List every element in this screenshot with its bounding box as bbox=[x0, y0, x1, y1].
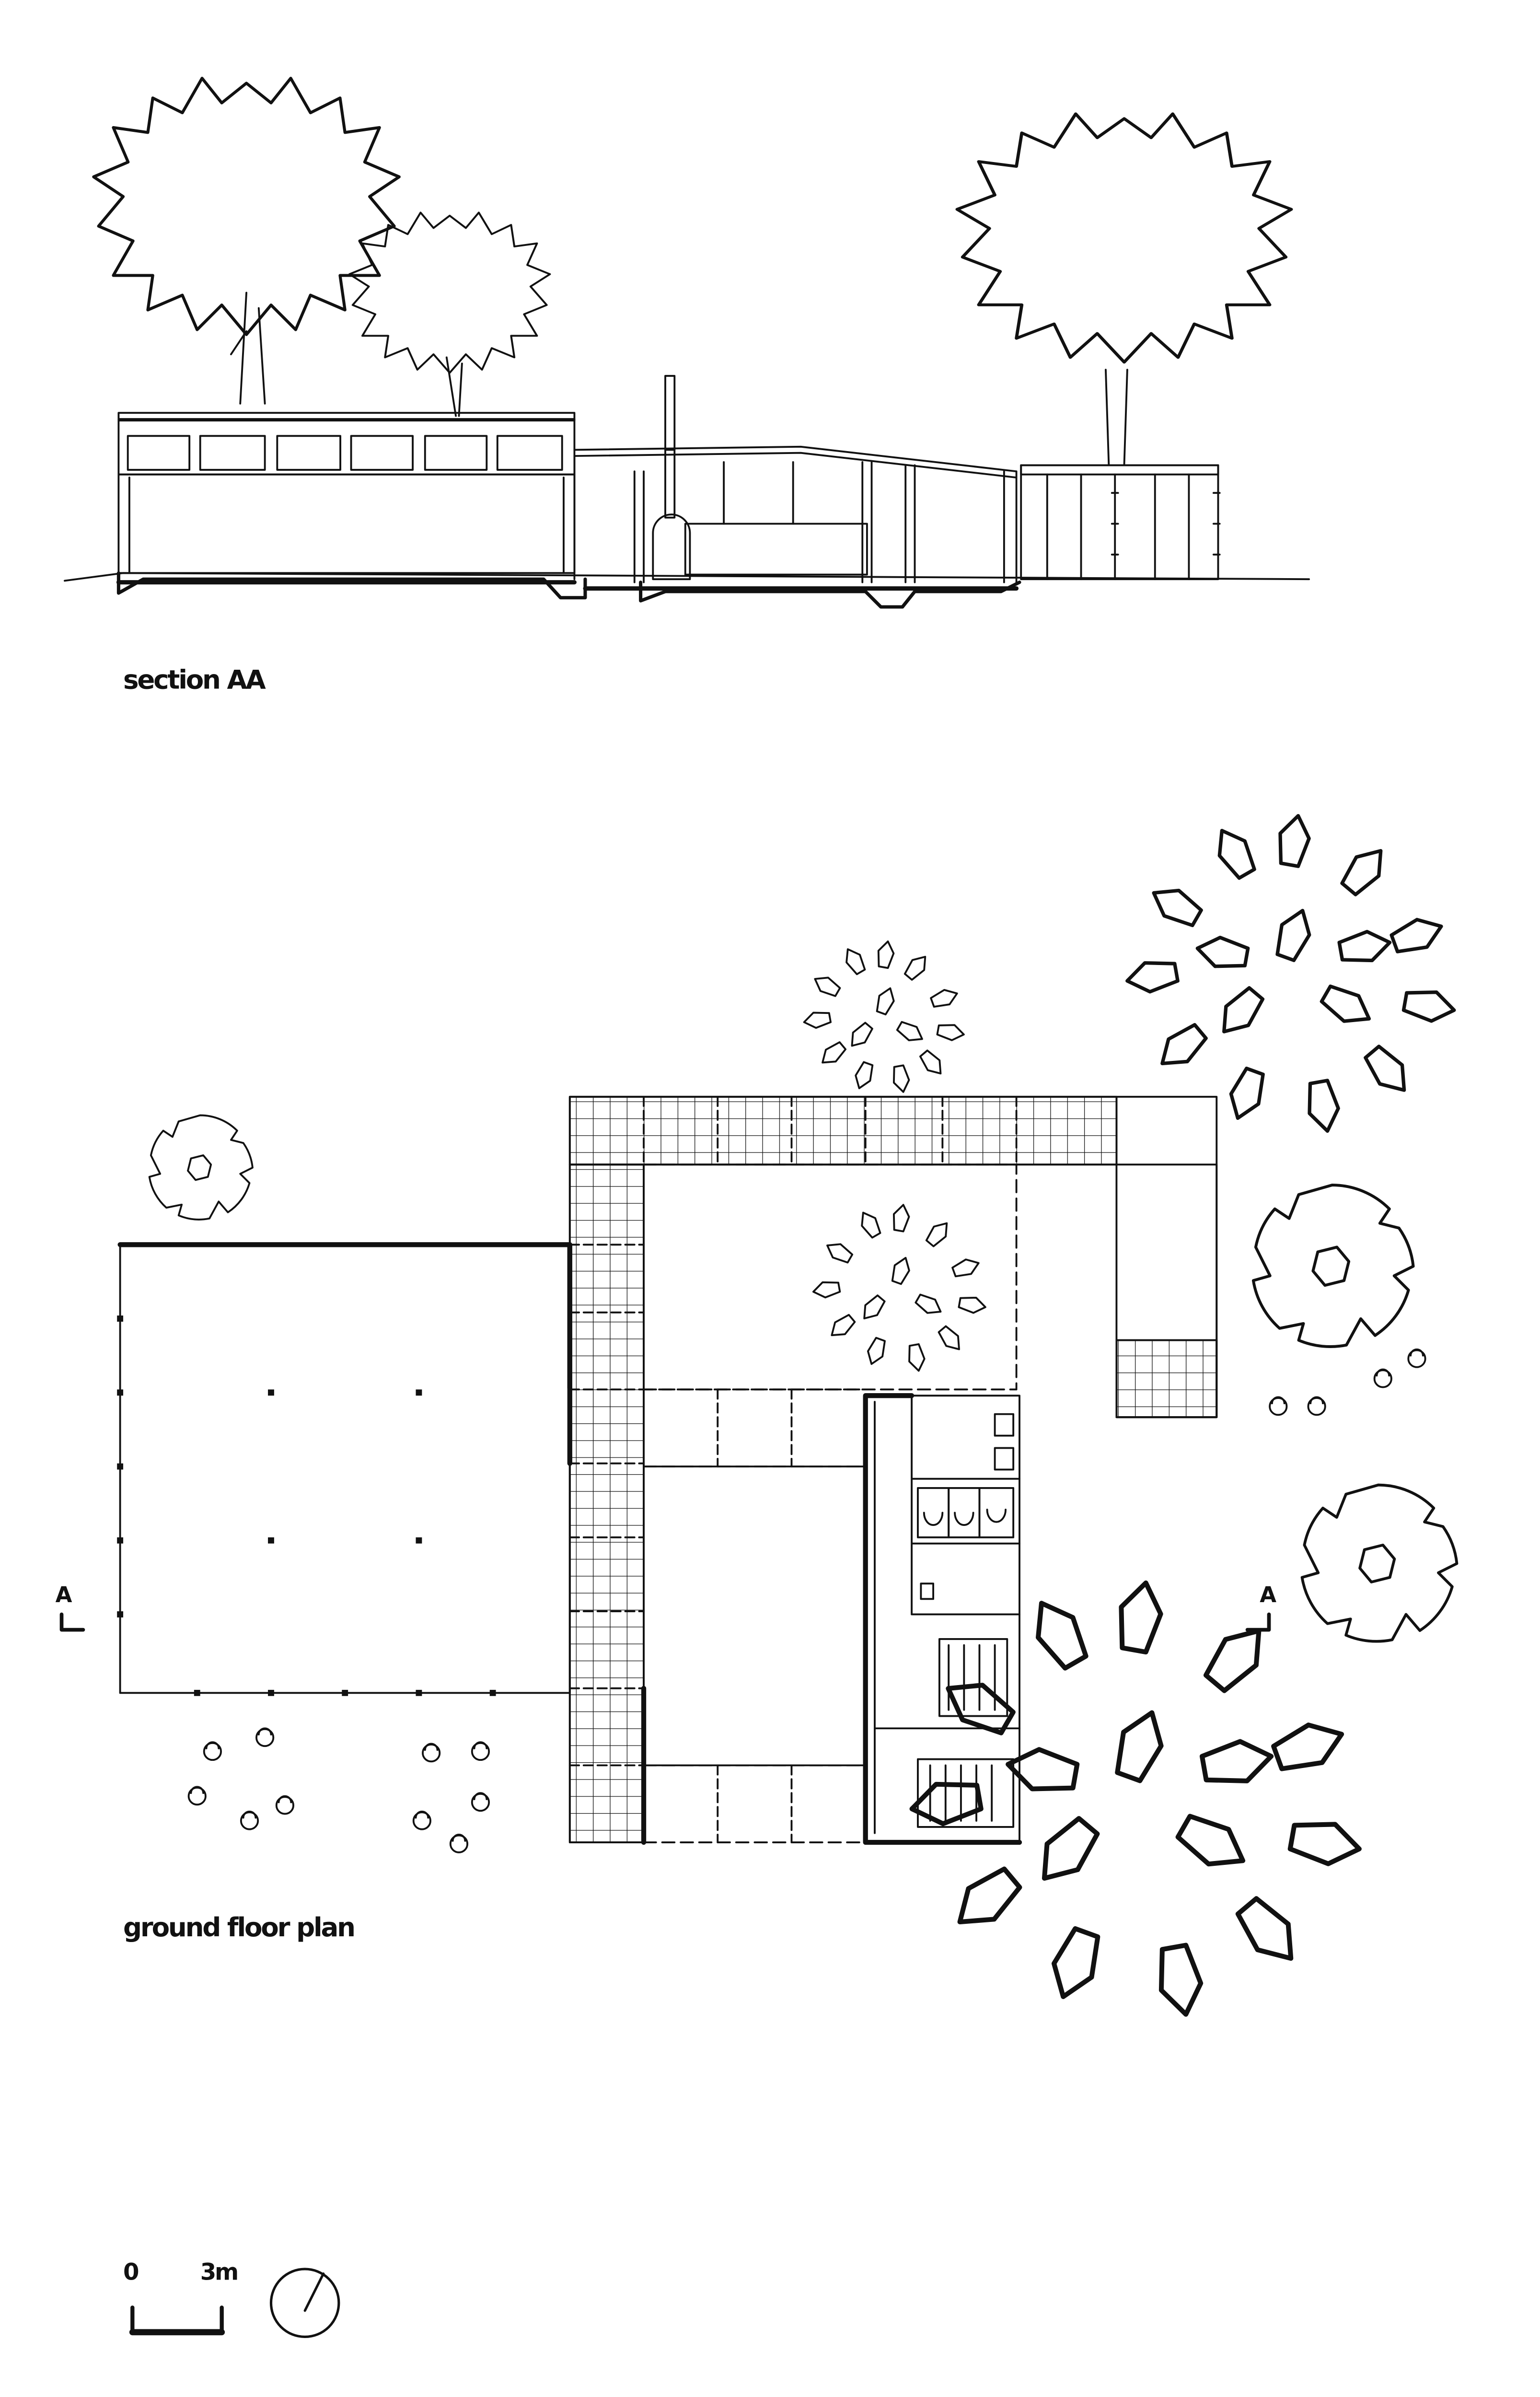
plan-title: ground floor plan bbox=[123, 1912, 354, 1943]
plan-tree-canopy-top-right bbox=[1124, 813, 1457, 1133]
section-tree-left-large bbox=[93, 78, 399, 404]
plan-main-hall bbox=[117, 1245, 570, 1696]
plan-cut-marker-right bbox=[1248, 1614, 1269, 1629]
section-tree-right bbox=[957, 114, 1291, 465]
plan-pergola-left bbox=[570, 1164, 644, 1842]
plan-courtyard bbox=[644, 1164, 1017, 1842]
plan-tree-round-right-upper bbox=[1253, 1185, 1413, 1347]
ground-floor-plan bbox=[62, 813, 1457, 2018]
section-right-pavilion bbox=[1021, 465, 1219, 579]
scale-bar bbox=[132, 2307, 221, 2332]
plan-paving-right bbox=[1116, 1164, 1216, 1417]
plan-service-block bbox=[866, 1396, 1019, 1842]
cut-marker-left-label: A bbox=[55, 1582, 71, 1607]
section-left-hall bbox=[118, 413, 585, 598]
cut-marker-right-label: A bbox=[1260, 1582, 1275, 1607]
plan-tree-canopy-courtyard bbox=[812, 1203, 987, 1372]
scale-bar-end-label: 3m bbox=[200, 2258, 238, 2286]
plan-tree-top-left bbox=[150, 1115, 253, 1219]
plan-cut-marker-left bbox=[62, 1614, 83, 1629]
section-title: section AA bbox=[123, 664, 265, 695]
plan-tree-round-right-lower bbox=[1302, 1485, 1457, 1641]
plan-tree-canopy-top-small bbox=[803, 940, 965, 1094]
plan-stepping-stones-bottom-left bbox=[189, 1728, 489, 1852]
plan-stepping-stones-right bbox=[1270, 1350, 1425, 1415]
north-arrow-icon bbox=[271, 2269, 338, 2337]
scale-bar-zero-label: 0 bbox=[123, 2258, 138, 2286]
section-middle-building bbox=[574, 376, 1019, 607]
section-tree-left-small bbox=[349, 212, 550, 416]
section-aa-drawing bbox=[65, 78, 1309, 607]
